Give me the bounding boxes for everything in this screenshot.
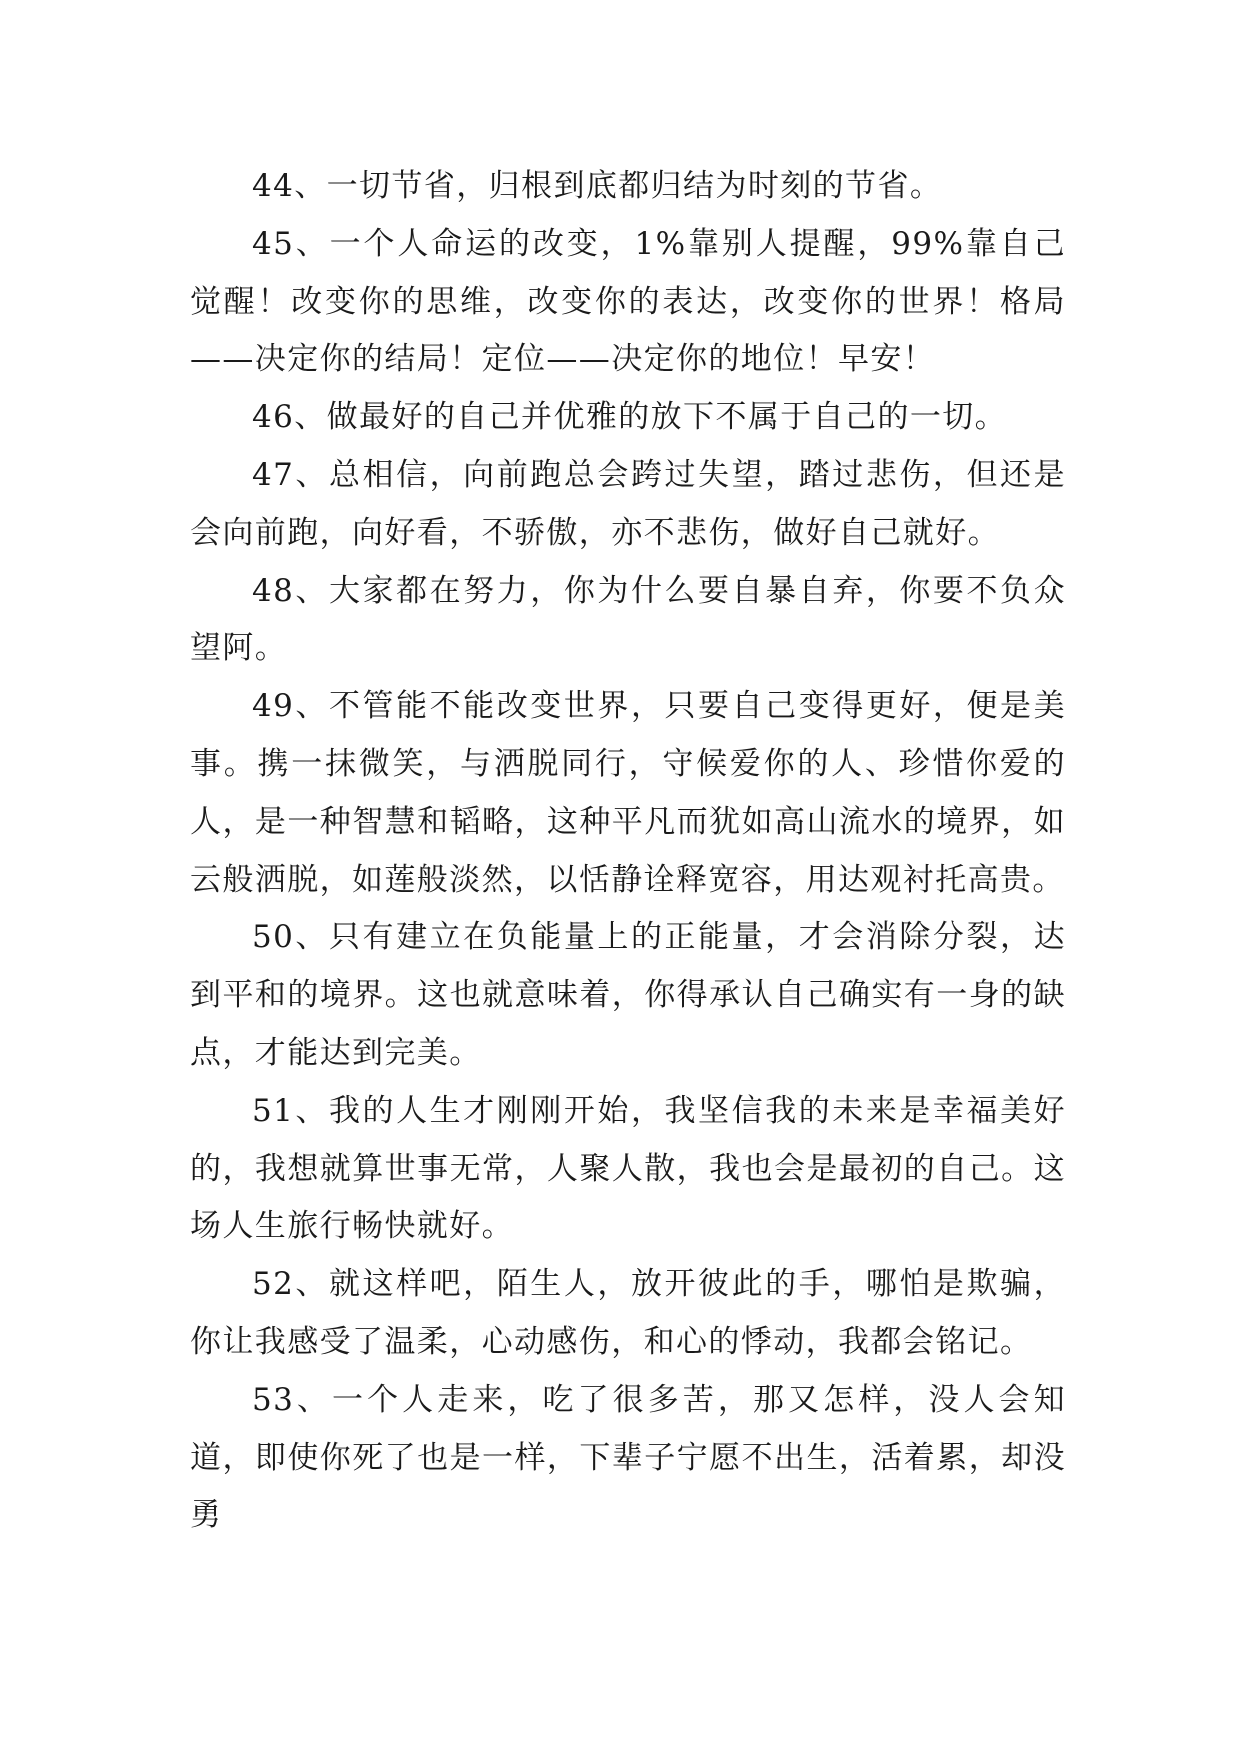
- paragraph-46: 46、做最好的自己并优雅的放下不属于自己的一切。: [252, 399, 1008, 436]
- paragraph-47: 47、总相信，向前跑总会跨过失望，踏过悲伤，但还是会向前跑，向好看，不骄傲，亦不悲伤，做好自己就好。: [190, 456, 1066, 551]
- document-body: [190, 158, 1066, 1545]
- paragraph-45: 45、一个人命运的改变，1%靠别人提醒，99%靠自己觉醒！改变你的思维，改变你的表达，改变你的世界！格局——决定你的结局！定位——决定你的地位！早安！: [190, 225, 1066, 378]
- paragraph-52: 52、就这样吧，陌生人，放开彼此的手，哪怕是欺骗，你让我感受了温柔，心动感伤，和心的悸动，我都会铭记。: [190, 1266, 1066, 1360]
- paragraph-50: 50、只有建立在负能量上的正能量，才会消除分裂，达到平和的境界。这也就意味着，你得承认自己确实有一身的缺点，才能达到完美。: [190, 919, 1066, 1071]
- paragraph-44: 44、一切节省，归根到底都归结为时刻的节省。: [252, 168, 943, 204]
- paragraph-49: 49、不管能不能改变世界，只要自己变得更好，便是美事。携一抹微笑，与洒脱同行，守候爱你的人、珍惜你爱的人，是一种智慧和韬略，这种平凡而犹如高山流水的境界，如云般洒脱，如莲般淡然，以恬静诠释宽容，用达观衬托高贵。: [190, 688, 1066, 898]
- paragraph-53: 53、一个人走来，吃了很多苦，那又怎样，没人会知道，即使你死了也是一样，下辈子宁愿不出生，活着累，却没勇: [190, 1381, 1066, 1534]
- paragraph-51: 51、我的人生才刚刚开始，我坚信我的未来是幸福美好的，我想就算世事无常，人聚人散，我也会是最初的自己。这场人生旅行畅快就好。: [190, 1092, 1066, 1245]
- paragraph-48: 48、大家都在努力，你为什么要自暴自弃，你要不负众望阿。: [190, 572, 1066, 667]
